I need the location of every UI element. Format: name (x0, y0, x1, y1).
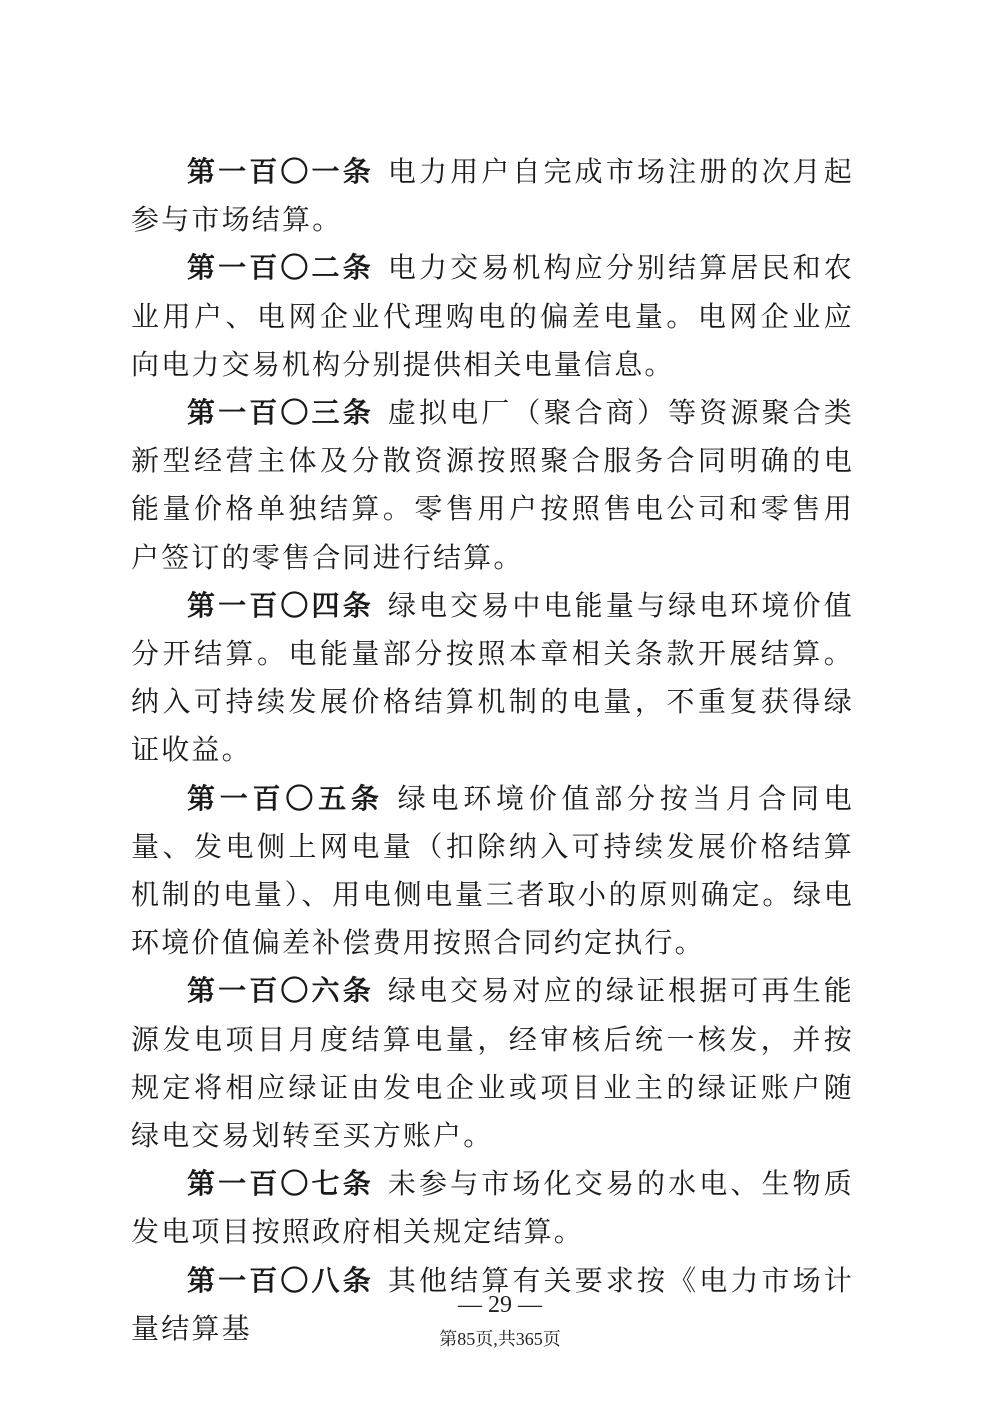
page-number: — 29 — (458, 1292, 542, 1318)
article-label: 第一百〇七条 (187, 1167, 374, 1201)
article-label: 第一百〇六条 (187, 974, 374, 1008)
article-text: 绿电环境价值部分按当月合同电量、发电侧上网电量（扣除纳入可持续发展价格结算机制的电量）、用电侧电量三者取小的原则确定。绿电环境价值偏差补偿费用按照合同约定执行。 (131, 781, 854, 960)
article-text: 其他结算有关要求按《电力市场计量结算基 (131, 1263, 854, 1345)
article-paragraph (131, 148, 854, 244)
article-paragraph (131, 967, 854, 1160)
article-text: 绿电交易中电能量与绿电环境价值分开结算。电能量部分按照本章相关条款开展结算。纳入可持续发展价格结算机制的电量，不重复获得绿证收益。 (131, 588, 854, 767)
article-label: 第一百〇二条 (187, 251, 374, 285)
article-text: 虚拟电厂（聚合商）等资源聚合类新型经营主体及分散资源按照聚合服务合同明确的电能量价格单独结算。零售用户按照售电公司和零售用户签订的零售合同进行结算。 (131, 396, 854, 574)
page-info: 第85页,共365页 (439, 1329, 561, 1349)
article-paragraph (131, 775, 854, 968)
article-label: 第一百〇八条 (187, 1263, 374, 1297)
article-text: 绿电交易对应的绿证根据可再生能源发电项目月度结算电量，经审核后统一核发，并按规定将相应绿证由发电企业或项目业主的绿证账户随绿电交易划转至买方账户。 (131, 974, 854, 1153)
article-label: 第一百〇四条 (187, 588, 374, 622)
article-paragraph (131, 389, 854, 582)
article-paragraph (131, 244, 854, 389)
article-paragraph (131, 1160, 854, 1256)
document-body (131, 148, 854, 1353)
article-text: 电力交易机构应分别结算居民和农业用户、电网企业代理购电的偏差电量。电网企业应向电力交易机构分别提供相关电量信息。 (131, 251, 854, 381)
article-text: 电力用户自完成市场注册的次月起参与市场结算。 (131, 155, 854, 237)
article-label: 第一百〇五条 (187, 781, 384, 815)
article-paragraph (131, 582, 854, 775)
article-label: 第一百〇一条 (187, 155, 374, 188)
article-label: 第一百〇三条 (187, 396, 374, 430)
article-text: 未参与市场化交易的水电、生物质发电项目按照政府相关规定结算。 (131, 1167, 854, 1249)
